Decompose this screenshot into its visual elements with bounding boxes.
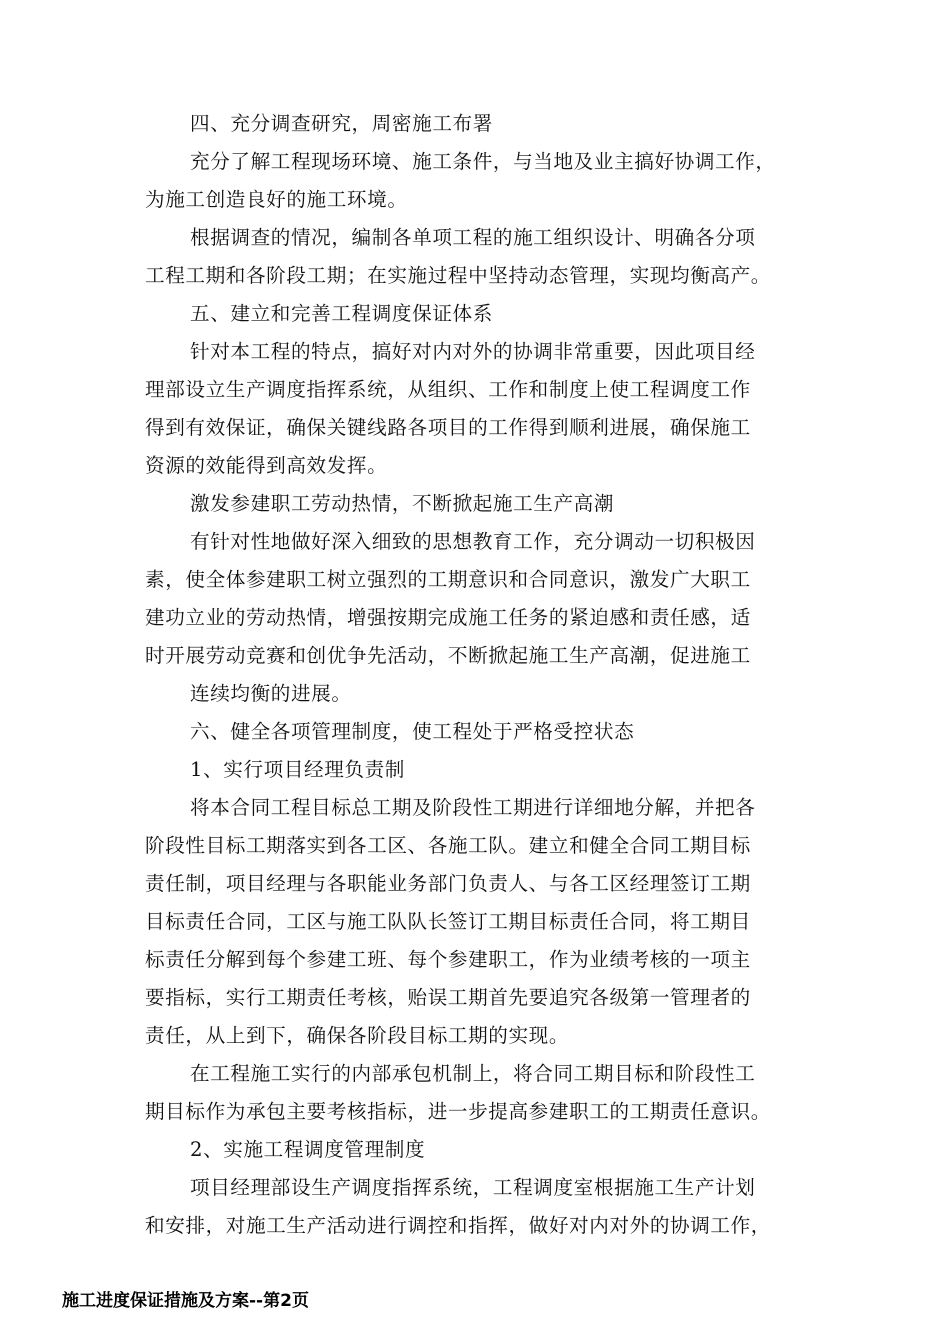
- subheading-1: 1、实行项目经理负责制: [190, 758, 406, 781]
- heading-6: 六、健全各项管理制度，使工程处于严格受控状态: [190, 720, 635, 743]
- heading-4: 四、充分调查研究，周密施工布署: [190, 112, 493, 135]
- text-line: 标责任分解到每个参建工班、每个参建职工，作为业绩考核的一项主: [145, 948, 751, 971]
- text-line: 时开展劳动竞赛和创优争先活动，不断掀起施工生产高潮，促进施工: [145, 644, 751, 667]
- text-line: 得到有效保证，确保关键线路各项目的工作得到顺利进展，确保施工: [145, 416, 751, 439]
- text-line: 工程工期和各阶段工期；在实施过程中坚持动态管理，实现均衡高产。: [145, 264, 772, 287]
- text-line: 资源的效能得到高效发挥。: [145, 454, 388, 477]
- text-line: 责任制，项目经理与各职能业务部门负责人、与各工区经理签订工期: [145, 872, 751, 895]
- subheading: 激发参建职工劳动热情，不断掀起施工生产高潮: [190, 492, 615, 515]
- text-line: 建功立业的劳动热情，增强按期完成施工任务的紧迫感和责任感，适: [145, 606, 751, 629]
- text-line: 针对本工程的特点，搞好对内对外的协调非常重要，因此项目经: [190, 340, 756, 363]
- text-line: 连续均衡的进展。: [190, 682, 352, 705]
- text-line: 项目经理部设生产调度指挥系统，工程调度室根据施工生产计划: [190, 1176, 756, 1199]
- text-line: 和安排，对施工生产活动进行调控和指挥，做好对内对外的协调工作，: [145, 1214, 772, 1237]
- text-line: 在工程施工实行的内部承包机制上，将合同工期目标和阶段性工: [190, 1062, 756, 1085]
- page-footer: 施工进度保证措施及方案--第2页: [62, 1291, 309, 1311]
- text-line: 为施工创造良好的施工环境。: [145, 188, 408, 211]
- text-line: 素，使全体参建职工树立强烈的工期意识和合同意识，激发广大职工: [145, 568, 751, 591]
- text-line: 阶段性目标工期落实到各工区、各施工队。建立和健全合同工期目标: [145, 834, 751, 857]
- text-line: 将本合同工程目标总工期及阶段性工期进行详细地分解，并把各: [190, 796, 756, 819]
- subheading-2: 2、实施工程调度管理制度: [190, 1138, 426, 1161]
- heading-5: 五、建立和完善工程调度保证体系: [190, 302, 493, 325]
- text-line: 要指标，实行工期责任考核，贻误工期首先要追究各级第一管理者的: [145, 986, 751, 1009]
- text-line: 充分了解工程现场环境、施工条件，与当地及业主搞好协调工作，: [190, 150, 776, 173]
- text-line: 期目标作为承包主要考核指标，进一步提高参建职工的工期责任意识。: [145, 1100, 772, 1123]
- text-line: 责任，从上到下，确保各阶段目标工期的实现。: [145, 1024, 570, 1047]
- text-line: 根据调查的情况，编制各单项工程的施工组织设计、明确各分项: [190, 226, 756, 249]
- text-line: 理部设立生产调度指挥系统，从组织、工作和制度上使工程调度工作: [145, 378, 751, 401]
- text-line: 有针对性地做好深入细致的思想教育工作，充分调动一切积极因: [190, 530, 756, 553]
- text-line: 目标责任合同，工区与施工队队长签订工期目标责任合同，将工期目: [145, 910, 751, 933]
